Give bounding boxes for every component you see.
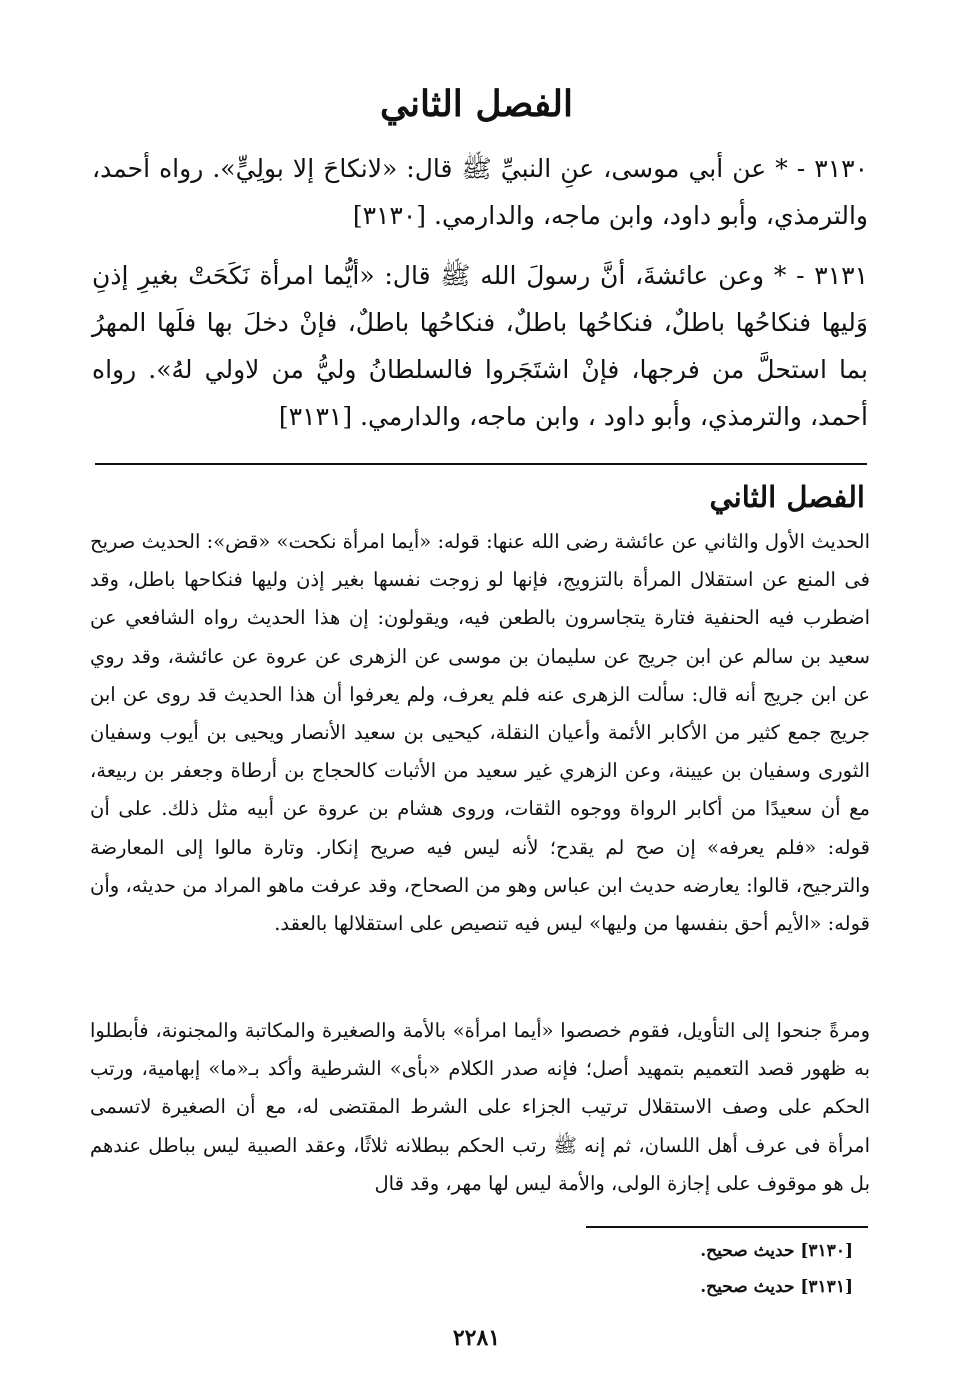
footnote-3131: [٣١٣١] حديث صحيح. — [700, 1277, 853, 1297]
section-title: الفصل الثاني — [379, 83, 574, 125]
footnote-divider — [586, 1226, 868, 1228]
hadith-3130: ٣١٣٠ - * عن أبي موسى، عنِ النبيِّ ﷺ قال: «لانكاحَ إلا بولِيٍّ». رواه أحمد، والترمذي، وأبو داود، وابن ماجه، والدارمي. [٣١٣٠] — [92, 154, 868, 230]
commentary-title: الفصل الثاني — [709, 480, 865, 514]
commentary-paragraph-1: الحديث الأول والثاني عن عائشة رضى الله عنها: قوله: «أيما امرأة نكحت» «قض»: الحديث صريح فى المنع عن استقلال المرأة بالتزويج، فإنها لو زوجت نفسها بغير إذن وليها فنكاحها باطل، وقد اضطرب فيه الحنفية فتارة يتجاسرون بالطعن فيه، ويقولون: إن هذا الحديث رواه الشافعي عن سعيد بن سالم عن ابن جريج عن سليمان بن موسى عن الزهرى عن عروة عن عائشة، وقد روي عن ابن جريج أنه قال: سألت الزهرى عنه فلم يعرف، ولم يعرفوا أن هذا الحديث قد روى عن ابن جريج جمع كثير من الأكابر الأئمة وأعيان النقلة، كيحيى بن سعيد الأنصار ويحيى بن أيوب وسفيان الثورى وسفيان بن عيينة، وعن الزهري غير سعيد من الأثبات كالحجاج بن أرطاة وجعفر بن ربيعة، مع أن سعيدًا من أكابر الرواة ووجوه الثقات، وروى هشام بن عروة عن أبيه مثل ذلك. على أن قوله: «فلم يعرفه» إن صح لم يقدح؛ لأنه ليس فيه صريح إنكار. وتارة مالوا إلى المعارضة والترجيح، قالوا: يعارضه حديث ابن عباس وهو من الصحاح، وقد عرفت ماهو المراد من حديثه، وأن قوله: «الأيم أحق بنفسها من وليها» ليس فيه تنصيص على استقلالها بالعقد. — [90, 530, 870, 936]
hadith-3131: ٣١٣١ - * وعن عائشةَ، أنَّ رسولَ الله ﷺ قال: «أيُّما امرأة نَكَحَتْ بغيرِ إذنِ وَليها فنكاحُها باطلٌ، فنكاحُها باطلٌ، فنكاحُها باطلٌ، فإنْ دخلَ بها فلَها المهرُ بما استحلَّ من فرجها، فإنْ اشتَجَروا فالسلطانُ وليُّ من لاولي لهُ». رواه أحمد، والترمذي، وأبو داود ، وابن ماجه، والدارمي. [٣١٣١] — [92, 261, 868, 431]
page-number: ٢٢٨١ — [452, 1325, 501, 1351]
footnote-3130: [٣١٣٠] حديث صحيح. — [700, 1241, 853, 1261]
section-divider — [95, 463, 867, 465]
commentary-paragraph-2: ومرةً جنحوا إلى التأويل، فقوم خصصوا «أيما امرأة» بالأمة والصغيرة والمكاتبة والمجنونة، فأبطلوا به ظهور قصد التعميم بتمهيد أصل؛ فإنه صدر الكلام «بأى» الشرطية وأكد بـ«ما» إبهامية، ورتب الحكم على وصف الاستقلال ترتيب الجزاء على الشرط المقتضى له، مع أن الصغيرة لاتسمى امرأة فى عرف أهل اللسان، ثم إنه ﷺ رتب الحكم ببطلانه ثلاثًا، وعقد الصبية ليس بباطل عندهم بل هو موقوف على إجازة الولى، والأمة ليس لها مهر، وقد قال — [90, 1019, 870, 1195]
